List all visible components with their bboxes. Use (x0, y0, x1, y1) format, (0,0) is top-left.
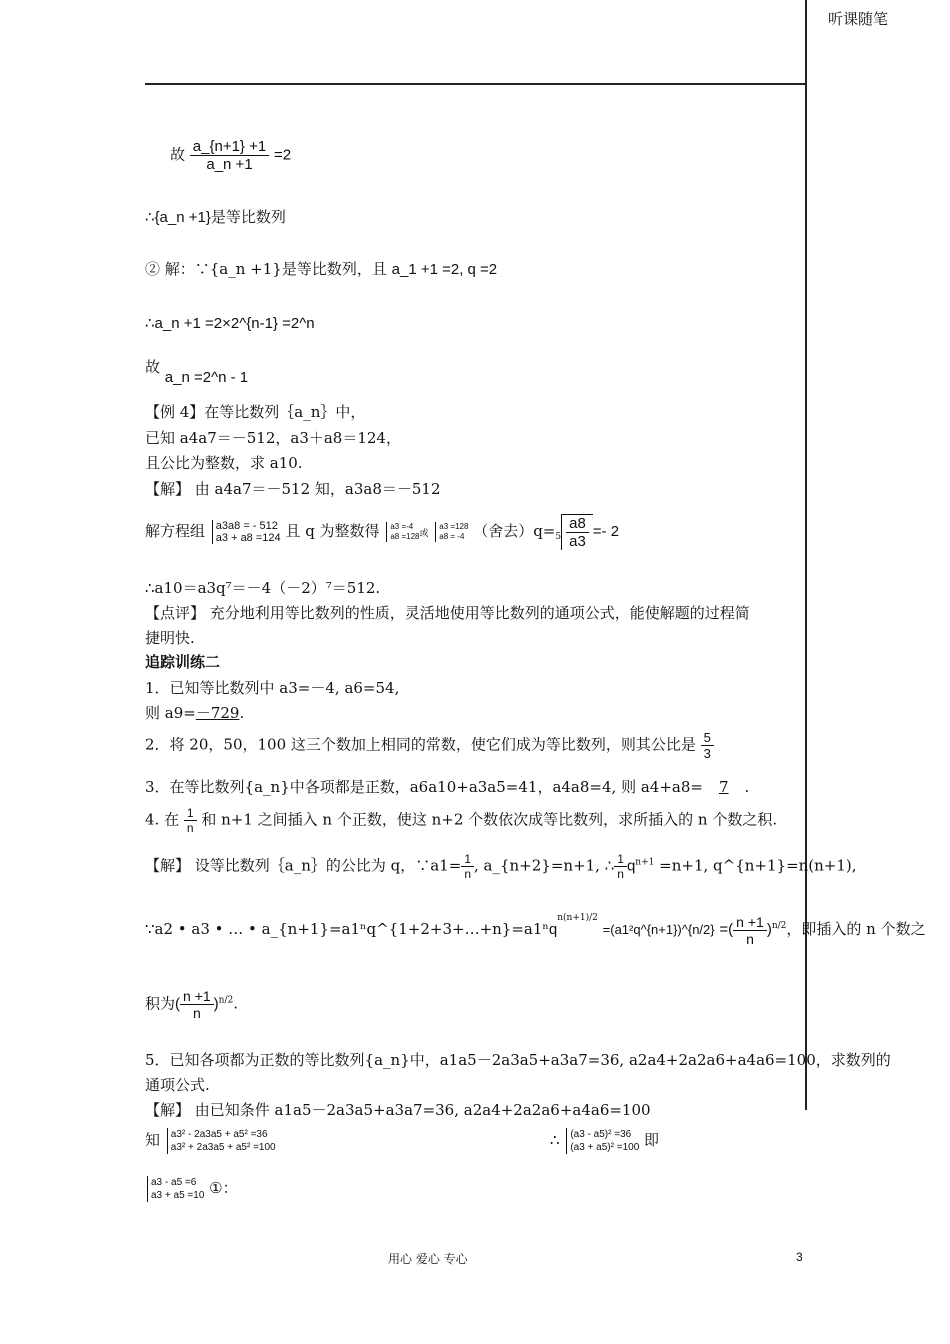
q5-sys2-eq1: (a3 - a5)² =36 (570, 1129, 632, 1140)
q4-frac-den: n (186, 821, 194, 835)
q4-prefix: 4. 在 (145, 810, 180, 829)
q4-sol2-eq1: =(a1²q^{n+1})^{n/2} (602, 922, 715, 937)
q4-sol3: 积为( $\frac{n +1}{n}$ )$^{n/2}$. (145, 988, 238, 1021)
ex4-root-num: a8 (566, 515, 589, 533)
q4-sol1-frac2 (614, 852, 627, 881)
ex4-system-prefix: 解方程组 (145, 522, 206, 540)
ex4-title: 【例 4】在等比数列｛a_n｝中， (145, 403, 366, 421)
q4-sol3-sup: n/2 (218, 995, 234, 1006)
q5-know: 知 (145, 1131, 161, 1149)
q4-frac-num: 1 (184, 806, 197, 821)
q4-sol1-b: , a_{n+2}=n+1, ∴ (474, 856, 615, 875)
ex4-system-eq1: a3a8 = - 512 (215, 520, 278, 532)
q3-suffix: . (744, 778, 750, 796)
q3-answer: 7 (718, 778, 729, 796)
q4-sol3-prefix: 积为 (145, 994, 176, 1013)
q4-sol1-frac-den: n (464, 867, 471, 881)
q4-sol2-eq2-sup: n/2 (771, 921, 787, 931)
section-title: 追踪训练二 (145, 653, 221, 671)
footer-text: 用心 爱心 专心 (388, 1252, 468, 1266)
q4-sol2-frac (733, 914, 767, 947)
q5-system2 (566, 1128, 639, 1154)
ex4-sol-a: a3 =-4 (390, 522, 414, 531)
therefore1-math: ∴{a_n +1} (145, 209, 211, 226)
q4-line (145, 806, 777, 835)
ex4-or: 或 (419, 529, 429, 539)
line-an-formula: ∴a_n +1 =2×2^{n-1} =2^n (145, 315, 315, 332)
q4-sol1-frac2-num: 1 (614, 852, 627, 867)
q5-sol: 【解】 由已知条件 a1a5－2a3a5+a3a7=36, a2a4+2a2a6+a4a6=100 (145, 1101, 651, 1119)
ex4-system (212, 520, 281, 544)
therefore1-text: 是等比数列 (210, 208, 286, 226)
q5-system1-line (145, 1128, 276, 1154)
sol2-math: a_1 +1 =2, q =2 (391, 261, 498, 278)
q4-sol1-frac-num: 1 (461, 852, 474, 867)
ex4-discard: （舍去）q= (473, 522, 556, 540)
q1-prefix: 则 a9= (145, 704, 196, 722)
ex4-ask: 且公比为整数，求 a10. (145, 454, 303, 472)
ex4-result: ∴a10＝a3q⁷＝－4（－2）⁷＝512. (145, 579, 381, 597)
q4-sol2-frac-den: n (746, 930, 754, 947)
ex4-given: 已知 a4a7＝－512，a3＋a8＝124， (145, 429, 401, 447)
q1-line1: 1．已知等比数列中 a3=－4, a6=54, (145, 679, 400, 697)
q2-frac-den: 3 (703, 746, 711, 761)
sol2-text: 是等比数列，且 (281, 260, 387, 278)
ex4-sol-d: a8 = -4 (439, 532, 465, 541)
q4-sol1-frac2-den: n (617, 867, 624, 881)
q1-answer: －729 (195, 704, 240, 722)
q4-sol2-a: ∵a2 • a3 • … • a_{n+1}=a1ⁿq^{1+2+3+…+n}=a1ⁿ (145, 920, 549, 938)
ex4-sol-c: a3 =128 (439, 522, 469, 531)
comment-line1: 【点评】 充分地利用等比数列的性质，灵活地使用等比数列的通项公式，能使解题的过程简 (145, 604, 750, 622)
header-rule (145, 83, 806, 85)
gu1-numerator: a_{n+1} +1 (190, 138, 269, 156)
q5-system3-line (145, 1176, 238, 1202)
q5-circle: ①： (209, 1179, 238, 1197)
q1-suffix: . (239, 704, 245, 722)
q4-sol2-q-sup: n(n+1)/2 (557, 913, 598, 923)
q4-sol1-q-sup: n+1 (635, 857, 655, 868)
line-therefore1 (145, 206, 286, 227)
ex4-solution-a (386, 522, 419, 542)
q5-sys2-eq2: (a3 + a5)² =100 (570, 1142, 640, 1153)
line-gu1 (170, 138, 291, 173)
q5-line1: 5．已知各项都为正数的等比数列{a_n}中，a1a5－2a3a5+a3a7=36, a2a4+2a2a6+a4a6=100，求数列的 (145, 1051, 891, 1069)
ex4-sol-b: a8 =128 (390, 532, 420, 541)
q2-frac (701, 730, 714, 761)
ex4-root-rhs: =- 2 (592, 523, 620, 540)
ex4-root-index: 5 (555, 532, 562, 542)
q5-sys1-eq1: a3² - 2a3a5 + a5² =36 (170, 1129, 268, 1140)
q5-system3 (147, 1176, 204, 1202)
ex4-root-frac (566, 515, 589, 550)
ex4-system-eq2: a3 + a8 =124 (215, 532, 281, 544)
gu1-denominator: a_n +1 (206, 156, 253, 173)
sol2-prefix: ② 解：∵{a_n +1} (145, 260, 282, 278)
q4-frac (184, 806, 197, 835)
q4-sol2: ∵a2 • a3 • … • a_{n+1}=a1ⁿq^{1+2+3+…+n}=a1ⁿq$^{n(n+1)/2}$ =(a1²q^{n+1})^{n/2} =( $\frac{n +1}{n}$ )$^{n/2}$，即插入的 n 个数之 (145, 913, 926, 947)
gu1-rhs: =2 (274, 146, 292, 164)
q4-sol2-q: q (548, 921, 558, 938)
q5-line2: 通项公式. (145, 1076, 210, 1094)
q4-sol2-frac-num: n +1 (733, 914, 767, 931)
q1-line2 (145, 702, 244, 723)
q4-sol3-frac (180, 988, 214, 1021)
q2-text: 2．将 20，50，100 这三个数加上相同的常数，使它们成为等比数列，则其公比是 (145, 735, 696, 754)
q4-sol1-d: =n+1, q^{n+1}=n(n+1), (659, 856, 857, 875)
ex4-system-line (145, 514, 619, 550)
gu1-fraction (190, 138, 269, 173)
q5-sys1-eq2: a3² + 2a3a5 + a5² =100 (170, 1142, 276, 1153)
comment-line2: 捷明快. (145, 629, 195, 647)
ex4-root-den: a3 (569, 533, 586, 550)
q5-ji: 即 (644, 1131, 660, 1149)
q4-sol1-frac (461, 852, 474, 881)
line-gu2 (145, 356, 249, 386)
ex4-solution-b (435, 522, 468, 542)
q4-sol1-a: 【解】 设等比数列｛a_n｝的公比为 q，∵a1= (145, 856, 462, 875)
q4-sol1-q: q (626, 857, 636, 875)
line-sol2 (145, 258, 497, 279)
q5-sys3-eq1: a3 - a5 =6 (151, 1177, 197, 1188)
q4-sol2-tail: ，即插入的 n 个数之 (786, 920, 926, 938)
q5-system1 (167, 1128, 276, 1154)
q4-text: 和 n+1 之间插入 n 个正数，使这 n+2 个数依次成等比数列，求所插入的 n 个数之积. (201, 810, 778, 829)
ex4-root (561, 514, 593, 550)
q5-system2-line (550, 1128, 659, 1154)
q4-sol3-suffix: . (233, 994, 238, 1013)
ex4-system-mid: 且 q 为整数得 (285, 522, 380, 540)
q2-line (145, 730, 714, 761)
q5-therefore: ∴ (550, 1131, 560, 1149)
gu1-prefix: 故 (170, 145, 186, 164)
gu2-math: a_n =2^n - 1 (164, 369, 249, 386)
gu2-prefix: 故 (145, 358, 161, 376)
q4-sol3-num: n +1 (180, 988, 214, 1005)
q5-sys3-eq2: a3 + a5 =10 (151, 1190, 205, 1201)
q2-frac-num: 5 (701, 730, 714, 746)
q3-text: 3．在等比数列{a_n}中各项都是正数，a6a10+a3a5=41，a4a8=4, 则 a4+a8= (145, 778, 703, 796)
page-number: 3 (796, 1250, 803, 1264)
sidebar-title: 听课随笔 (828, 10, 889, 28)
q4-sol3-den: n (192, 1005, 201, 1021)
q4-sol1 (145, 852, 857, 881)
ex4-solution: 【解】 由 a4a7＝－512 知，a3a8＝－512 (145, 480, 441, 498)
q3-line (145, 776, 749, 797)
